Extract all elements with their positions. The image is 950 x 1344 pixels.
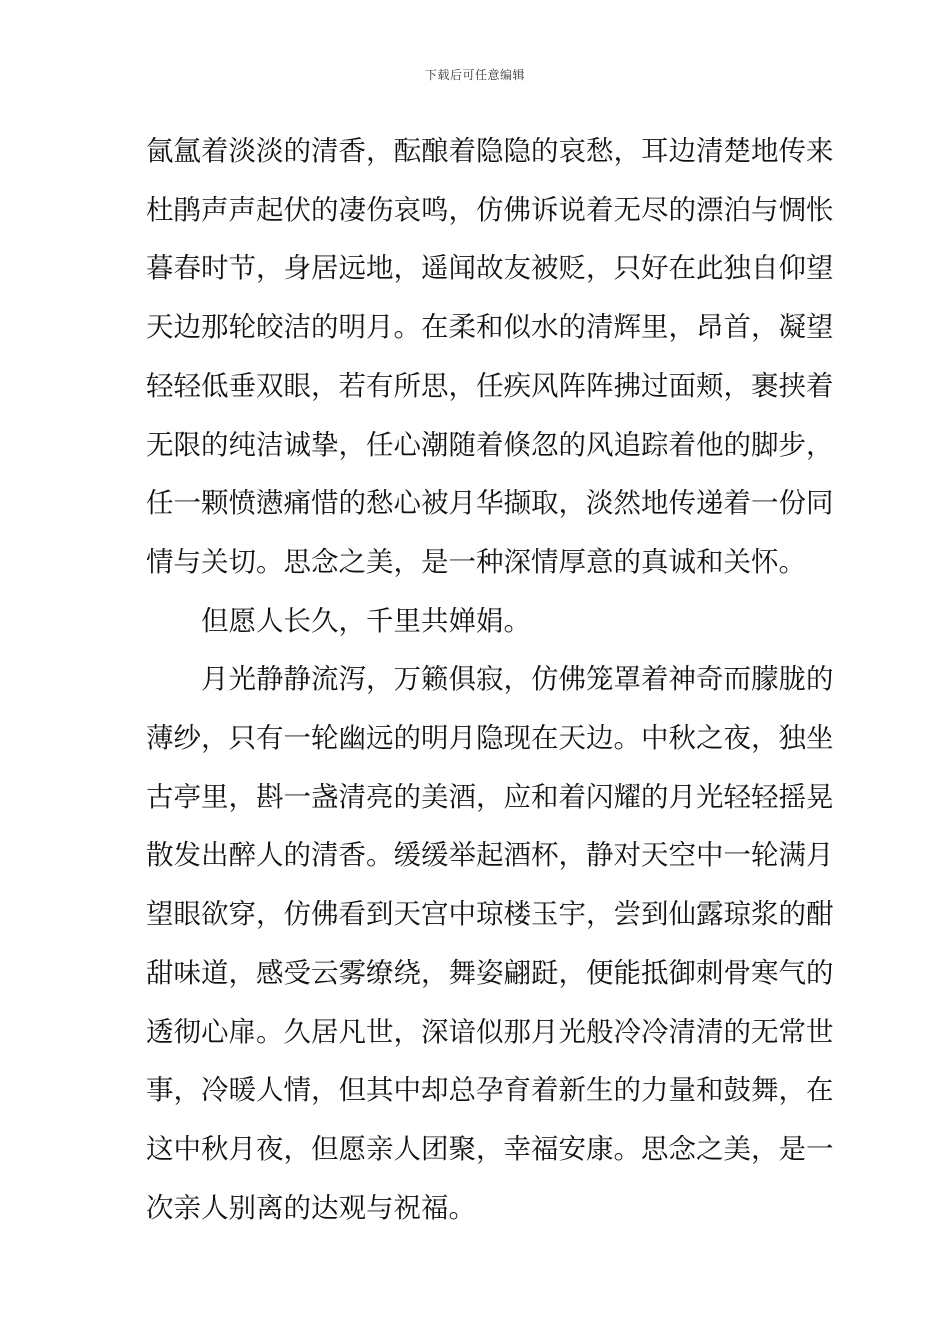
text-line: 透彻心扉。久居凡世，深谙似那月光般冷冷清清的无常世 [146,1015,834,1048]
text-line: 但愿人长久，千里共婵娟。 [201,604,531,637]
text-line: 任一颗愤懑痛惜的愁心被月华撷取，淡然地传递着一份同 [146,487,834,520]
page-header: 下载后可任意编辑 [424,68,525,82]
paragraph-1 [146,122,834,592]
text-line: 望眼欲穿，仿佛看到天宫中琼楼玉宇，尝到仙露琼浆的酣 [146,898,834,931]
text-line: 散发出醉人的清香。缓缓举起酒杯，静对天空中一轮满月 [146,839,834,872]
text-line: 天边那轮皎洁的明月。在柔和似水的清辉里，昂首，凝望 [146,311,834,344]
text-line: 这中秋月夜，但愿亲人团聚，幸福安康。思念之美，是一 [146,1132,834,1165]
body-text [146,122,834,1237]
text-line: 月光静静流泻，万籁俱寂，仿佛笼罩着神奇而朦胧的 [201,663,834,696]
text-line: 情与关切。思念之美，是一种深情厚意的真诚和关怀。 [146,545,806,578]
paragraph-3 [146,650,834,1237]
text-line: 事，冷暖人情，但其中却总孕育着新生的力量和鼓舞，在 [146,1074,834,1107]
text-line: 杜鹃声声起伏的凄伤哀鸣，仿佛诉说着无尽的漂泊与惆怅 [146,193,834,226]
text-line: 暮春时节，身居远地，遥闻故友被贬，只好在此独自仰望 [146,252,834,285]
text-line: 无限的纯洁诚挚，任心潮随着倏忽的风追踪着他的脚步， [146,428,834,461]
text-line: 薄纱，只有一轮幽远的明月隐现在天边。中秋之夜，独坐 [146,722,834,755]
text-line: 氤氲着淡淡的清香，酝酿着隐隐的哀愁，耳边清楚地传来 [146,135,834,167]
text-line: 轻轻低垂双眼，若有所思，任疾风阵阵拂过面颊，裹挟着 [146,369,834,402]
text-line: 古亭里，斟一盏清亮的美酒，应和着闪耀的月光轻轻摇晃 [146,780,834,813]
text-line: 次亲人别离的达观与祝福。 [146,1191,476,1224]
text-line: 甜味道，感受云雾缭绕，舞姿翩跹，便能抵御刺骨寒气的 [146,956,834,989]
paragraph-2 [146,592,808,651]
